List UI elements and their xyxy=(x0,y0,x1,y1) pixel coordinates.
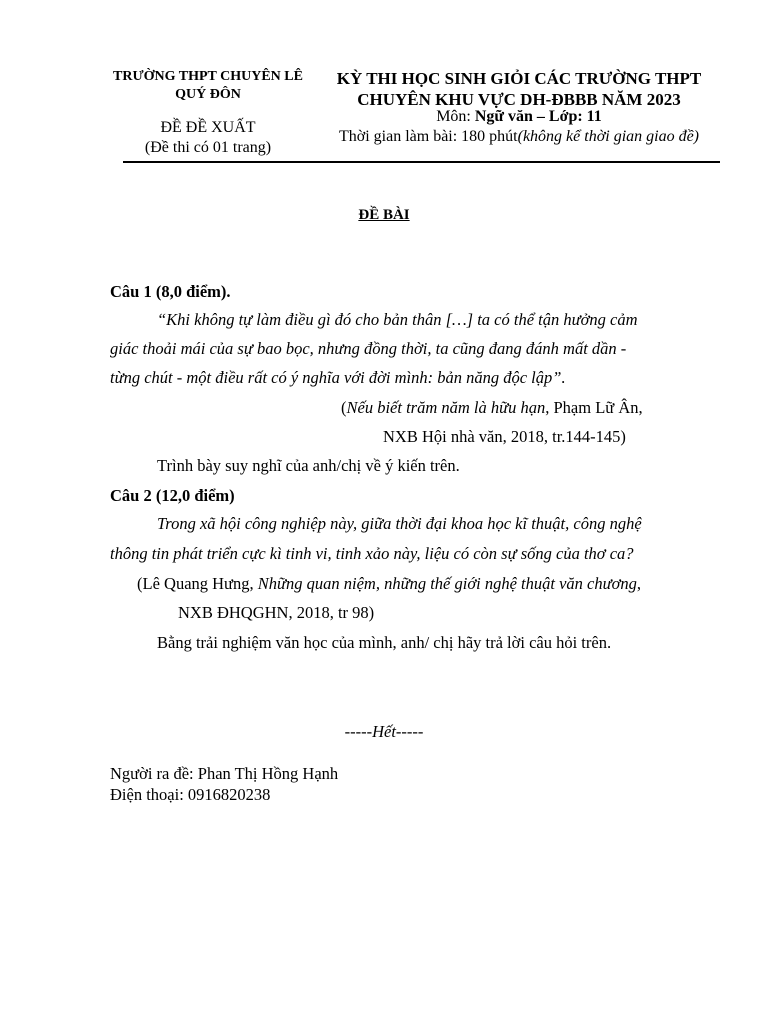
question1-quote-line: “Khi không tự làm điều gì đó cho bản thân […] ta có thể tận hưởng cảm xyxy=(157,310,638,329)
time-prefix: Thời gian làm bài: 180 phút xyxy=(338,128,518,145)
source-book: Nếu biết trăm năm là hữu hạn xyxy=(346,398,546,417)
source-author: , Phạm Lữ Ân, xyxy=(545,398,643,417)
question1-source-publisher: NXB Hội nhà văn, 2018, tr.144-145) xyxy=(383,427,626,446)
subject-line xyxy=(316,107,722,127)
source-book: Những quan niệm, những thế giới nghệ thuật văn chương xyxy=(257,574,637,593)
end-word: Hết xyxy=(372,722,396,741)
subject-prefix: Môn: xyxy=(436,108,475,125)
source-comma: , xyxy=(636,574,642,593)
phone-line: Điện thoại: 0916820238 xyxy=(110,785,271,804)
pages-note: (Đề thi có 01 trang) xyxy=(144,139,272,156)
source-open: ( xyxy=(341,398,347,417)
question2-task: Bằng trải nghiệm văn học của mình, anh/ chị hãy trả lời câu hỏi trên. xyxy=(157,633,612,652)
exam-title: KỲ THI HỌC SINH GIỎI CÁC TRƯỜNG THPT CHUYÊN KHU VỰC DH-ĐBBB NĂM 2023 xyxy=(336,69,702,109)
question1-task: Trình bày suy nghĩ của anh/chị về ý kiến trên. xyxy=(157,456,460,475)
question2-source xyxy=(137,574,641,594)
time-line xyxy=(316,127,722,147)
school-name: TRƯỜNG THPT CHUYÊN LÊ QUÝ ĐÔN xyxy=(113,69,303,102)
question1-title: Câu 1 (8,0 điểm). xyxy=(110,282,231,301)
question2-title: Câu 2 (12,0 điểm) xyxy=(110,486,235,505)
header-divider xyxy=(123,161,720,163)
subject-grade: Ngữ văn – Lớp: 11 xyxy=(474,108,602,125)
question1-quote-line: giác thoải mái của sự bao bọc, nhưng đồng thời, ta cũng đang đánh mất dần - xyxy=(110,339,627,358)
question1-quote-line: từng chút - một điều rất có ý nghĩa với đời mình: bản năng độc lập”. xyxy=(110,368,566,387)
section-heading: ĐỀ BÀI xyxy=(358,207,410,223)
time-note: (không kể thời gian giao đề) xyxy=(517,128,700,145)
end-mark xyxy=(0,722,768,742)
question2-quote-line: thông tin phát triển cực kì tinh vi, tinh xảo này, liệu có còn sự sống của thơ ca? xyxy=(110,544,634,563)
question1-source xyxy=(341,398,643,418)
end-dashes: ----- xyxy=(395,722,424,741)
proposal-label: ĐỀ ĐỀ XUẤT xyxy=(160,119,256,136)
author-line: Người ra đề: Phan Thị Hồng Hạnh xyxy=(110,764,339,783)
end-dashes: ----- xyxy=(344,722,373,741)
source-author: (Lê Quang Hưng, xyxy=(137,574,258,593)
question2-source-publisher: NXB ĐHQGHN, 2018, tr 98) xyxy=(178,603,375,622)
question2-quote-line: Trong xã hội công nghiệp này, giữa thời đại khoa học kĩ thuật, công nghệ xyxy=(157,514,642,533)
